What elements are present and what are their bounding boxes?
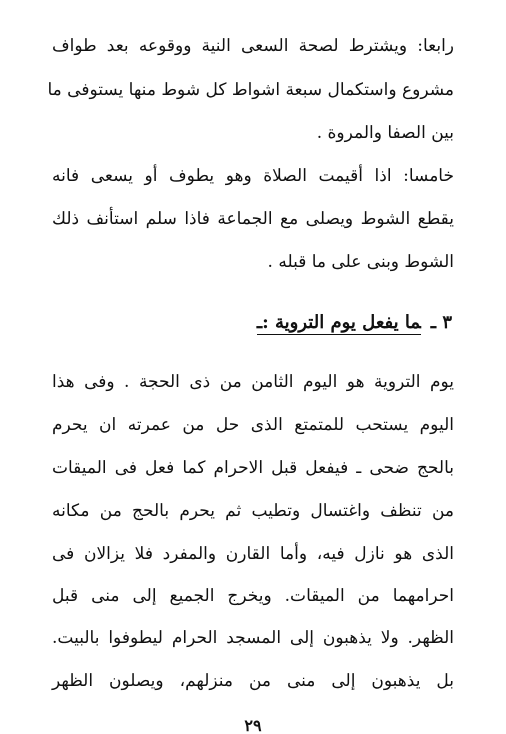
paragraph-4-line-3: بين الصفا والمروة . <box>316 123 454 143</box>
paragraph-4-line-1: رابعا: ويشترط لصحة السعى النية ووقوعه بعد طواف <box>52 36 454 56</box>
paragraph-5-line-2: يقطع الشوط ويصلى مع الجماعة فاذا سلم استأنف ذلك <box>52 209 454 229</box>
page-number: ٢٩ <box>244 716 262 734</box>
body-line-4: من تنظف واغتسال وتطيب ثم يحرم بالحج من مكانه <box>52 501 454 521</box>
section-heading <box>257 310 452 336</box>
body-line-6: احرامهما من الميقات. ويخرج الجميع إلى منى قبل <box>52 586 454 606</box>
body-line-5: الذى هو نازل فيه، وأما القارن والمفرد فلا يزالان فى <box>52 544 454 564</box>
section-title: ما يفعل يوم التروية :ـ <box>256 312 421 333</box>
paragraph-4-line-2: مشروع واستكمال سبعة اشواط كل شوط منها يستوفى ما <box>47 80 454 100</box>
paragraph-5-line-3: الشوط وبنى على ما قبله . <box>267 252 454 272</box>
paragraph-5-line-1: خامسا: اذا أقيمت الصلاة وهو يطوف أو يسعى فانه <box>52 166 454 186</box>
body-line-7: الظهر. ولا يذهبون إلى المسجد الحرام ليطوفوا بالبيت. <box>52 628 454 648</box>
body-line-2: اليوم يستحب للمتمتع الذى حل من عمرته ان يحرم <box>52 415 454 435</box>
body-line-8: بل يذهبون إلى منى من منزلهم، ويصلون الظهر <box>52 671 454 691</box>
body-line-1: يوم التروية هو اليوم الثامن من ذى الحجة . وفى هذا <box>52 372 454 392</box>
body-line-3: بالحج ضحى ـ فيفعل قبل الاحرام كما فعل فى الميقات <box>52 458 454 478</box>
section-number: ٣ ـ <box>430 312 452 333</box>
